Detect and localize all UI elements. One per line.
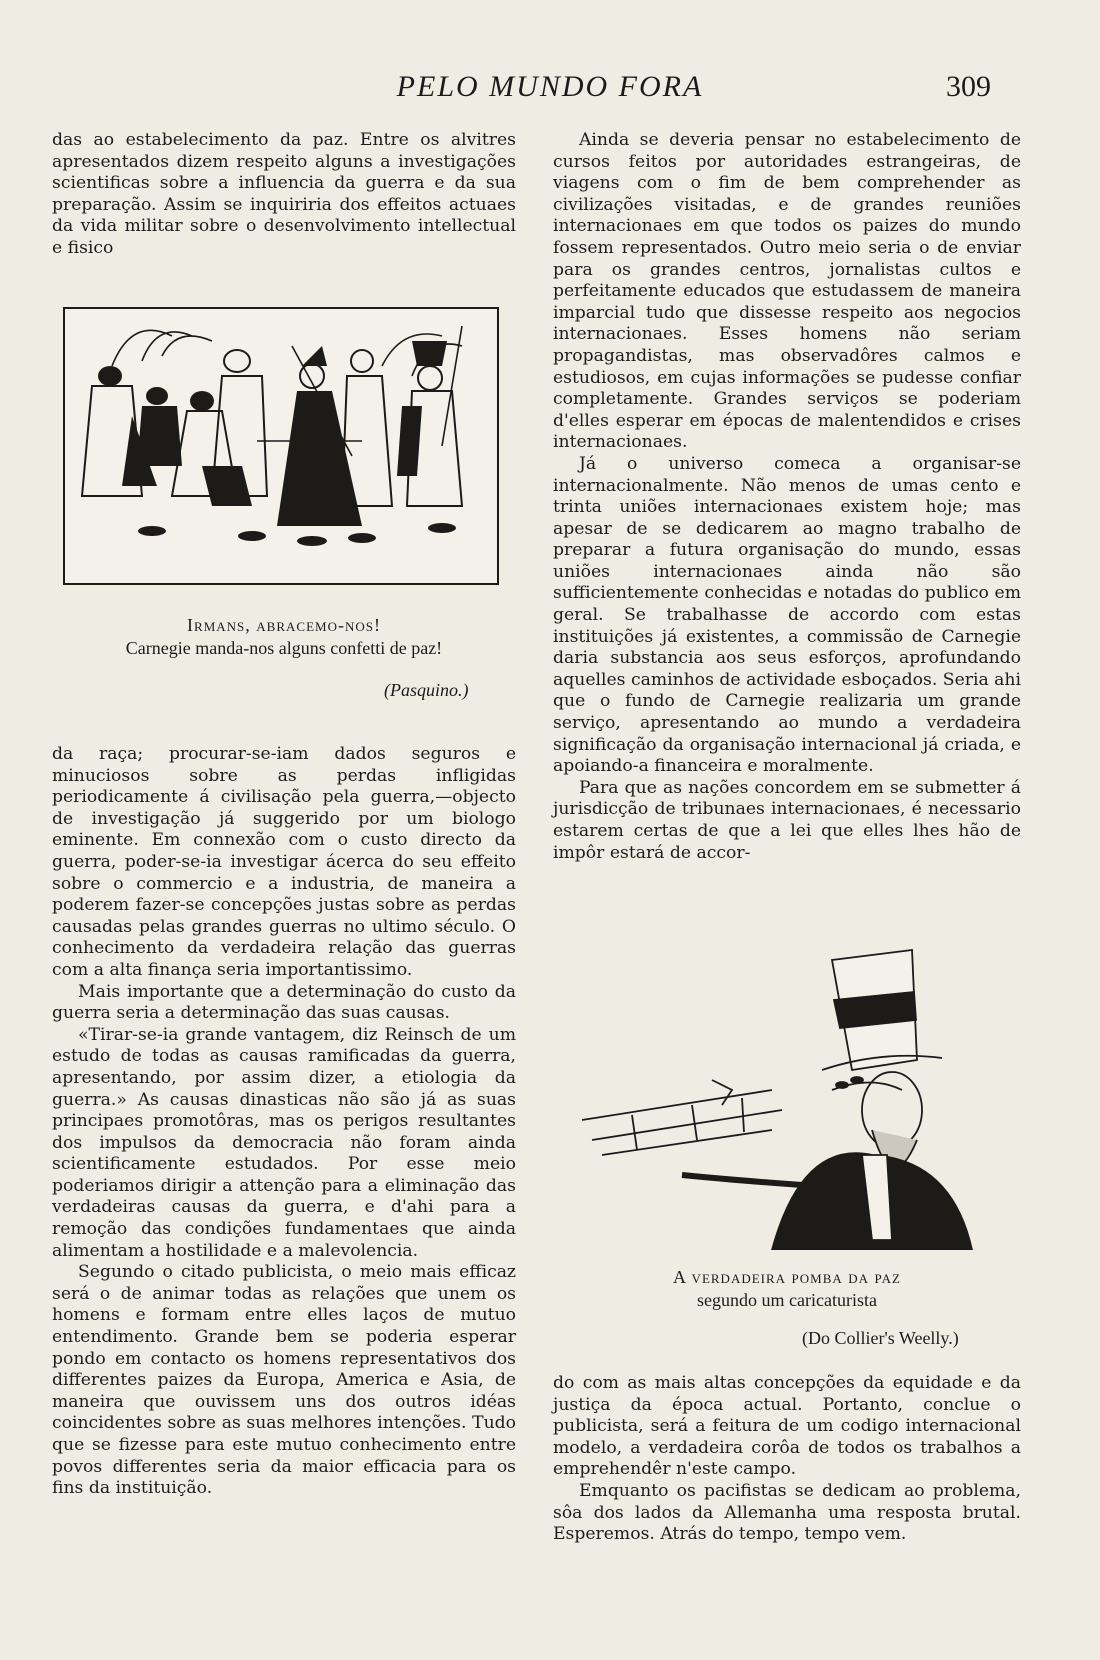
paragraph: Ainda se deveria pensar no estabelecimento de cursos feitos por autoridades estrangeiras, de viagens com o fim de bem comprehender as civilizações visitadas, e de grandes reuniões internacionaes em que todos os paizes do mundo fossem representados. Outro meio seria o de enviar para os grandes centros, jornalistas cultos e perfeitamente educados que estudassem de maneira imparcial tudo que dissesse respeito aos negocios internacionaes. Esses homens não seriam propagandistas, mas observadôres calmos e estudiosos, em cujas informações se pudesse confiar completamente. Grandes serviços se poderiam d'elles esperar em épocas de malentendidos e crises internacionaes. xyxy=(553,130,1021,453)
right-column-bottom xyxy=(553,1373,1021,1546)
paragraph: do com as mais altas concepções da equidade e da justiça da época actual. Portanto, conclue o publicista, será a feitura de um codigo internacional modelo, a verdadeira corôa de todos os trabalhos a emprehendêr n'este campo. xyxy=(553,1373,1021,1480)
cartoon-illustration-soldiers xyxy=(62,306,502,588)
cartoon-illustration-uncle-sam xyxy=(572,940,992,1250)
paragraph: Segundo o citado publicista, o meio mais efficaz será o de animar todas as relações que unem os homens e formam entre elles laços de mutuo entendimento. Grande bem se poderia esperar pondo em contacto os homens representativos dos differentes paizes da Europa, America e Asia, de maneira que ouvissem uns dos outros idéas coincidentes sobre as suas melhores intenções. Tudo que se fizesse para este mutuo conhecimento entre povos differentes seria da maior efficacia para os fins da instituição. xyxy=(52,1262,516,1499)
figure-credit: (Pasquino.) xyxy=(384,680,469,700)
paragraph: da raça; procurar-se-iam dados seguros e minuciosos sobre as perdas infligidas periodicamente á civilisação pela guerra,—objecto de investigação já suggerido por um biologo eminente. Em connexão com o custo directo da guerra, poder-se-ia investigar ácerca do seu effeito sobre o commercio e a industria, de maneira a poderem fazer-se concepções justas sobre as perdas causadas pelas grandes guerras no ultimo século. O conhecimento da verdadeira relação das guerras com a alta finança seria importantissimo. xyxy=(52,744,516,980)
paragraph: Emquanto os pacifistas se dedicam ao problema, sôa dos lados da Allemanha uma resposta brutal. Esperemos. Atrás do tempo, tempo vem. xyxy=(553,1480,1021,1545)
figure-caption-title: Irmans, abracemo-nos! xyxy=(187,615,381,635)
figure-caption-text: segundo um caricaturista xyxy=(697,1290,877,1310)
figure-caption-text: Carnegie manda-nos alguns confetti de paz! xyxy=(125,638,443,658)
left-column-bottom xyxy=(52,744,516,1500)
figure-credit: (Do Collier's Weelly.) xyxy=(802,1328,959,1348)
paragraph: das ao estabelecimento da paz. Entre os alvitres apresentados dizem respeito alguns a investigações scientificas sobre a influencia da guerra e da sua preparação. Assim se inquiriria dos effeitos actuaes da vida militar sobre o desenvolvimento intellectual e fisico xyxy=(52,130,516,258)
right-column-top xyxy=(553,130,1021,864)
paragraph: Para que as nações concordem em se submetter á jurisdicção de tribunaes internacionaes, é necessario estarem certas de que a lei que elles lhes hão de impôr estará de accor- xyxy=(553,777,1021,863)
running-header-title: PELO MUNDO FORA xyxy=(396,70,704,103)
figure-caption-title: A verdadeira pomba da paz xyxy=(673,1267,901,1287)
left-column-top xyxy=(52,130,516,260)
paragraph: Mais importante que a determinação do custo da guerra seria a determinação das suas causas. xyxy=(52,981,516,1024)
paragraph: Já o universo comeca a organisar-se internacionalmente. Não menos de umas cento e trinta uniões internacionaes existem hoje; mas apesar de se dedicarem ao magno trabalho de preparar a futura organisação do mundo, essas uniões internacionaes ainda não são sufficientemente conhecidas e notadas do publico em geral. Se trabalhasse de accordo com estas instituições já existentes, a commissão de Carnegie daria substancia aos seus esforços, aprofundando aquelles caminhos de actividade esboçados. Seria ahi que o fundo de Carnegie realizaria um grande serviço, apresentando ao mundo a verdadeira significação da organisação internacional já criada, e apoiando-a financeira e moralmente. xyxy=(553,453,1021,777)
page-number: 309 xyxy=(946,70,991,103)
paragraph: «Tirar-se-ia grande vantagem, diz Reinsch de um estudo de todas as causas ramificadas da guerra, apresentando, por assim dizer, a etiologia da guerra.» As causas dinasticas não são já as suas principaes promotôras, mas os perigos resultantes dos impulsos da democracia não foram ainda scientificamente estudados. Por esse meio poderiamos dirigir a attenção para a eliminação das verdadeiras causas da guerra, e d'ahi para a remoção das condições fundamentaes que ainda alimentam a hostilidade e a malevolencia. xyxy=(52,1024,516,1261)
